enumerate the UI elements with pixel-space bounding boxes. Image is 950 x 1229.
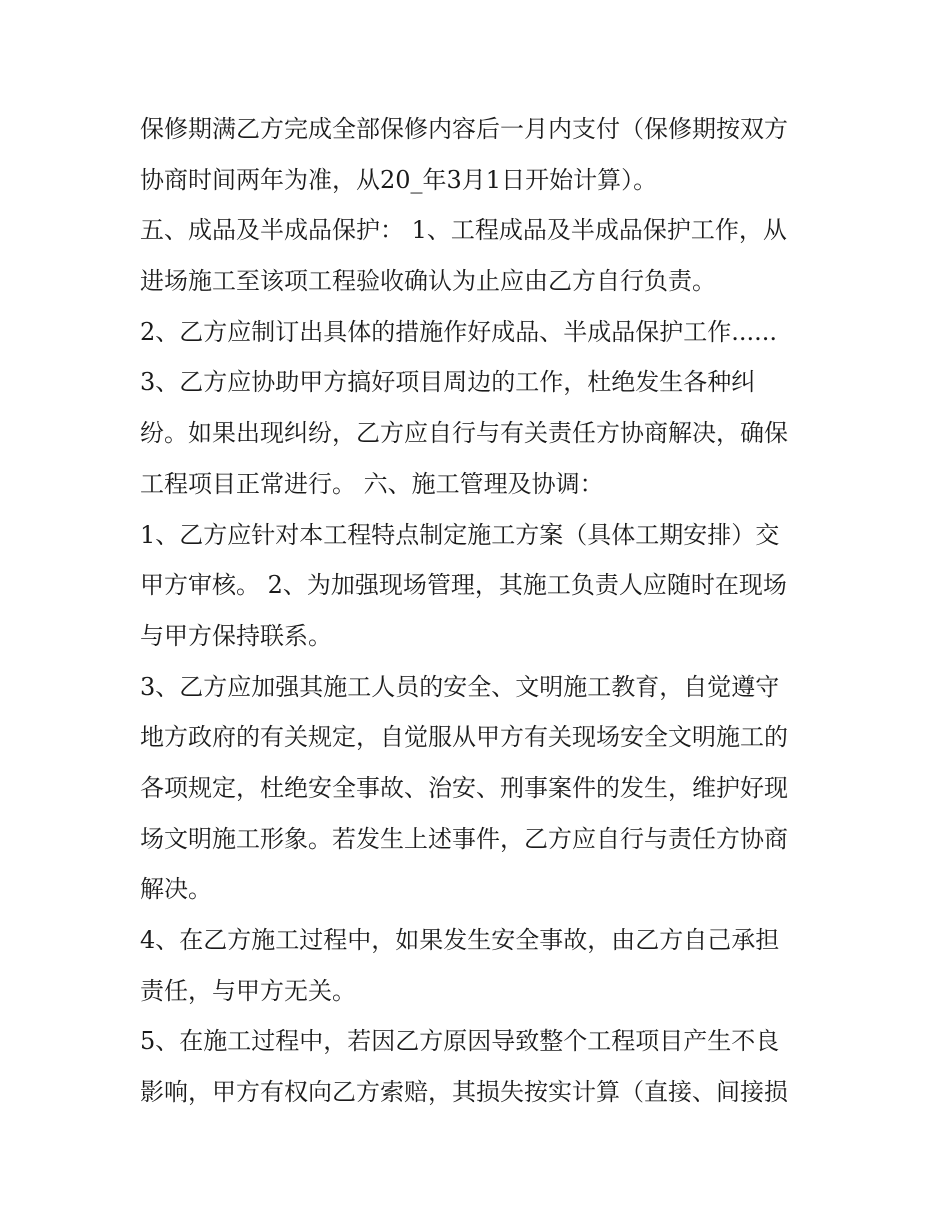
text-line: 5、在施工过程中，若因乙方原因导致整个工程项目产生不良: [140, 1027, 780, 1056]
text-line: 解决。: [140, 875, 212, 904]
text-line: 地方政府的有关规定，自觉服从甲方有关现场安全文明施工的: [140, 723, 788, 752]
text-line: 纷。如果出现纠纷，乙方应自行与有关责任方协商解决，确保: [140, 419, 788, 448]
document-body: [140, 104, 820, 1118]
text-line: 责任，与甲方无关。: [140, 976, 356, 1005]
text-line: 1、乙方应针对本工程特点制定施工方案（具体工期安排）交: [140, 520, 780, 549]
text-line: 3、乙方应加强其施工人员的安全、文明施工教育，自觉遵守: [140, 672, 780, 701]
text-line: 各项规定，杜绝安全事故、治安、刑事案件的发生，维护好现: [140, 773, 788, 802]
text-line: 保修期满乙方完成全部保修内容后一月内支付（保修期按双方: [140, 115, 788, 143]
text-line: 协商时间两年为准，从20_年3月1日开始计算）。: [140, 165, 658, 194]
text-line: 2、乙方应制订出具体的措施作好成品、半成品保护工作......: [140, 317, 778, 346]
text-line: 工程项目正常进行。 六、施工管理及协调：: [140, 469, 604, 498]
text-line: 甲方审核。 2、为加强现场管理，其施工负责人应随时在现场: [140, 571, 787, 600]
text-line: 五、成品及半成品保护： 1、工程成品及半成品保护工作，从: [140, 216, 787, 245]
text-line: 进场施工至该项工程验收确认为止应由乙方自行负责。: [140, 267, 716, 296]
text-line: 3、乙方应协助甲方搞好项目周边的工作，杜绝发生各种纠: [140, 368, 756, 397]
text-line: 影响，甲方有权向乙方索赔，其损失按实计算（直接、间接损: [140, 1078, 788, 1107]
text-line: 4、在乙方施工过程中，如果发生安全事故，由乙方自己承担: [140, 926, 780, 954]
text-line: 场文明施工形象。若发生上述事件，乙方应自行与责任方协商: [140, 824, 788, 853]
text-line: 与甲方保持联系。: [140, 621, 332, 650]
